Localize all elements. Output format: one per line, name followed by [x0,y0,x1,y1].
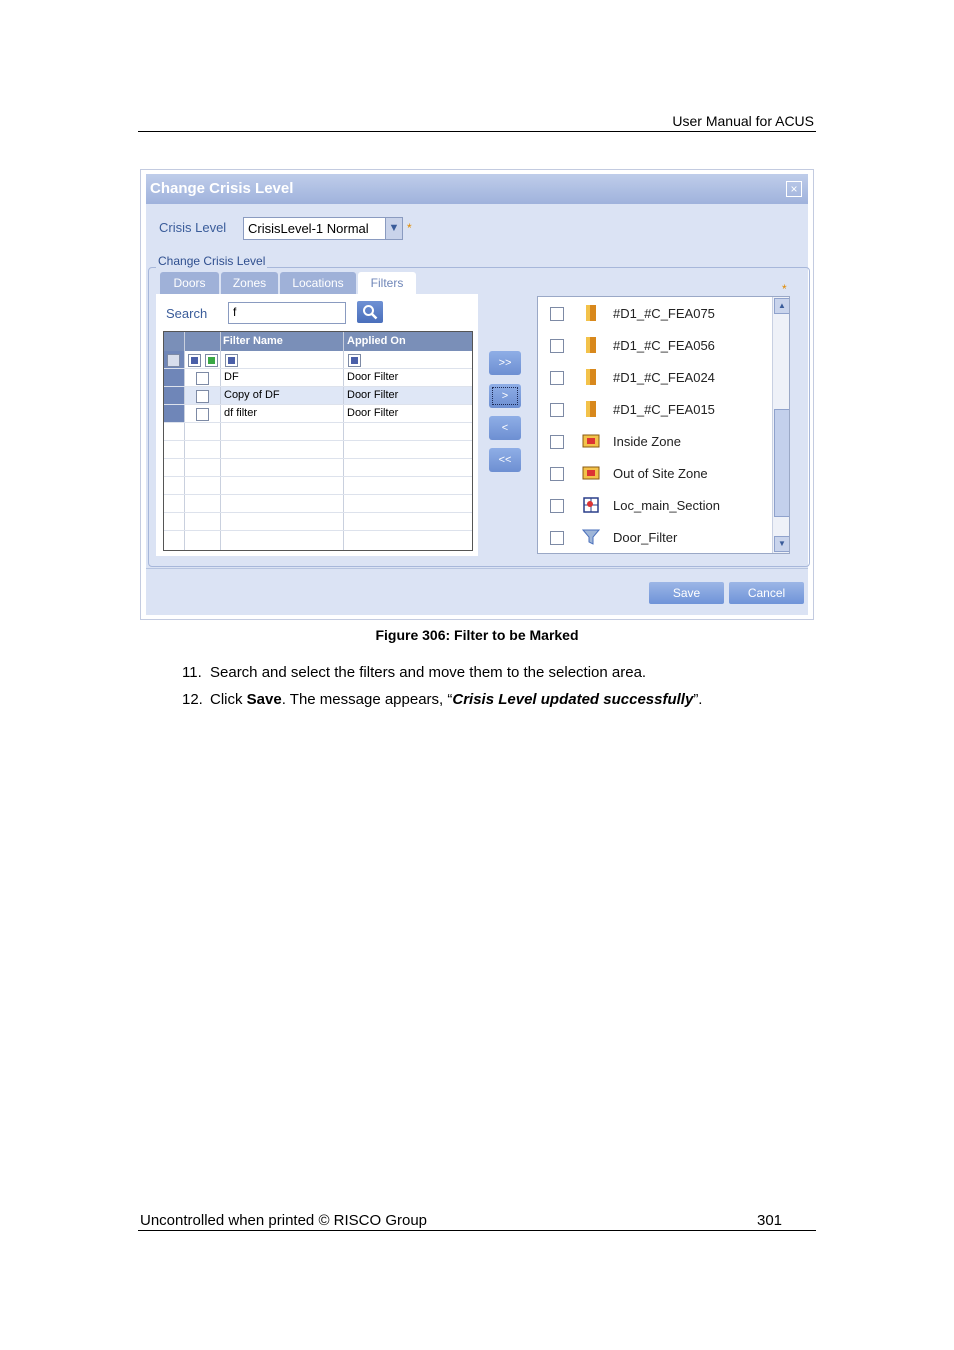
required-mark-selection: * [782,282,787,296]
zone-icon [582,432,600,450]
item-label: Door_Filter [613,530,678,545]
close-icon[interactable]: × [786,181,802,197]
list-item[interactable] [538,297,768,329]
filter-icon [582,528,600,546]
step-number: 11. [182,664,202,681]
item-label: #D1_#C_FEA056 [613,338,715,353]
success-message: Crisis Level updated successfully [452,691,694,708]
select-all-checkbox[interactable] [167,354,180,367]
group-legend: Change Crisis Level [158,254,266,268]
item-label: Inside Zone [613,434,681,449]
filters-grid [163,331,473,551]
item-label: #D1_#C_FEA075 [613,306,715,321]
step-number: 12. [182,691,203,708]
list-item[interactable] [538,489,768,521]
cancel-button[interactable]: Cancel [729,582,804,604]
step-text: Search and select the filters and move them to the selection area. [210,664,647,681]
page-footer [138,1210,816,1231]
tab-locations[interactable]: Locations [280,272,356,294]
change-crisis-level-dialog [140,169,814,620]
manual-title: User Manual for ACUS [672,113,814,129]
search-icon [362,304,378,320]
location-icon [582,496,600,514]
scroll-thumb[interactable] [774,409,790,517]
list-item[interactable] [538,457,768,489]
item-checkbox[interactable] [550,403,564,417]
column-filter-name[interactable]: Filter Name [223,335,283,347]
door-icon [582,336,600,354]
item-label: #D1_#C_FEA015 [613,402,715,417]
crisis-level-value: CrisisLevel-1 Normal [248,221,369,236]
zone-icon [582,464,600,482]
search-label: Search [166,306,208,321]
search-input[interactable] [228,302,346,324]
list-item[interactable] [538,361,768,393]
table-row[interactable] [164,405,472,423]
selected-items-list [537,296,790,554]
item-checkbox[interactable] [550,339,564,353]
list-item[interactable] [538,521,768,553]
row-checkbox[interactable] [196,408,209,421]
move-all-left-button[interactable]: << [489,448,521,472]
page-header [138,112,816,132]
scroll-up-icon[interactable]: ▲ [774,298,790,314]
item-checkbox[interactable] [550,371,564,385]
tab-zones[interactable]: Zones [221,272,278,294]
list-item[interactable] [538,329,768,361]
row-applied-on: Door Filter [347,407,399,419]
item-checkbox[interactable] [550,307,564,321]
name-filter-toggle[interactable] [225,354,238,367]
search-value: f [233,305,237,319]
chevron-down-icon[interactable]: ▼ [385,218,402,239]
item-label: Loc_main_Section [613,498,720,513]
move-all-right-button[interactable]: >> [489,351,521,375]
figure-caption: Figure 306: Filter to be Marked [375,627,579,643]
tab-filters[interactable]: Filters [358,272,416,295]
list-item[interactable] [538,425,768,457]
tab-doors[interactable]: Doors [160,272,219,294]
item-checkbox[interactable] [550,499,564,513]
crisis-level-select[interactable] [243,217,403,240]
door-icon [582,304,600,322]
save-button[interactable]: Save [649,582,724,604]
filter-toggle-green[interactable] [205,354,218,367]
crisis-level-label: Crisis Level [159,220,227,235]
column-applied-on[interactable]: Applied On [347,335,406,347]
step-12: 12. Click Save. The message appears, “Crisis Level updated successfully”. [182,691,703,708]
applied-filter-toggle[interactable] [348,354,361,367]
item-checkbox[interactable] [550,531,564,545]
row-checkbox[interactable] [196,390,209,403]
footer-notice: Uncontrolled when printed © RISCO Group [140,1212,428,1229]
item-label: #D1_#C_FEA024 [613,370,715,385]
list-scrollbar[interactable] [772,297,789,553]
list-item[interactable] [538,393,768,425]
step-11 [182,664,646,681]
row-name: Copy of DF [224,389,280,401]
search-button[interactable] [357,301,383,323]
move-right-button[interactable]: > [489,384,521,408]
door-icon [582,368,600,386]
item-label: Out of Site Zone [613,466,708,481]
row-name: df filter [224,407,258,419]
row-name: DF [224,371,239,383]
filter-toggle[interactable] [188,354,201,367]
save-term: Save [246,691,282,708]
dialog-titlebar [146,174,808,204]
move-left-button[interactable]: < [489,416,521,440]
required-mark: * [407,221,412,235]
row-checkbox[interactable] [196,372,209,385]
dialog-title: Change Crisis Level [150,180,294,197]
grid-header [164,332,472,351]
scroll-down-icon[interactable]: ▼ [774,536,790,552]
available-filters-panel [156,294,478,556]
row-applied-on: Door Filter [347,371,399,383]
door-icon [582,400,600,418]
page-number: 301 [757,1212,783,1229]
row-applied-on: Door Filter [347,389,399,401]
item-checkbox[interactable] [550,435,564,449]
item-checkbox[interactable] [550,467,564,481]
table-row[interactable] [184,387,472,405]
table-row[interactable] [164,369,472,387]
